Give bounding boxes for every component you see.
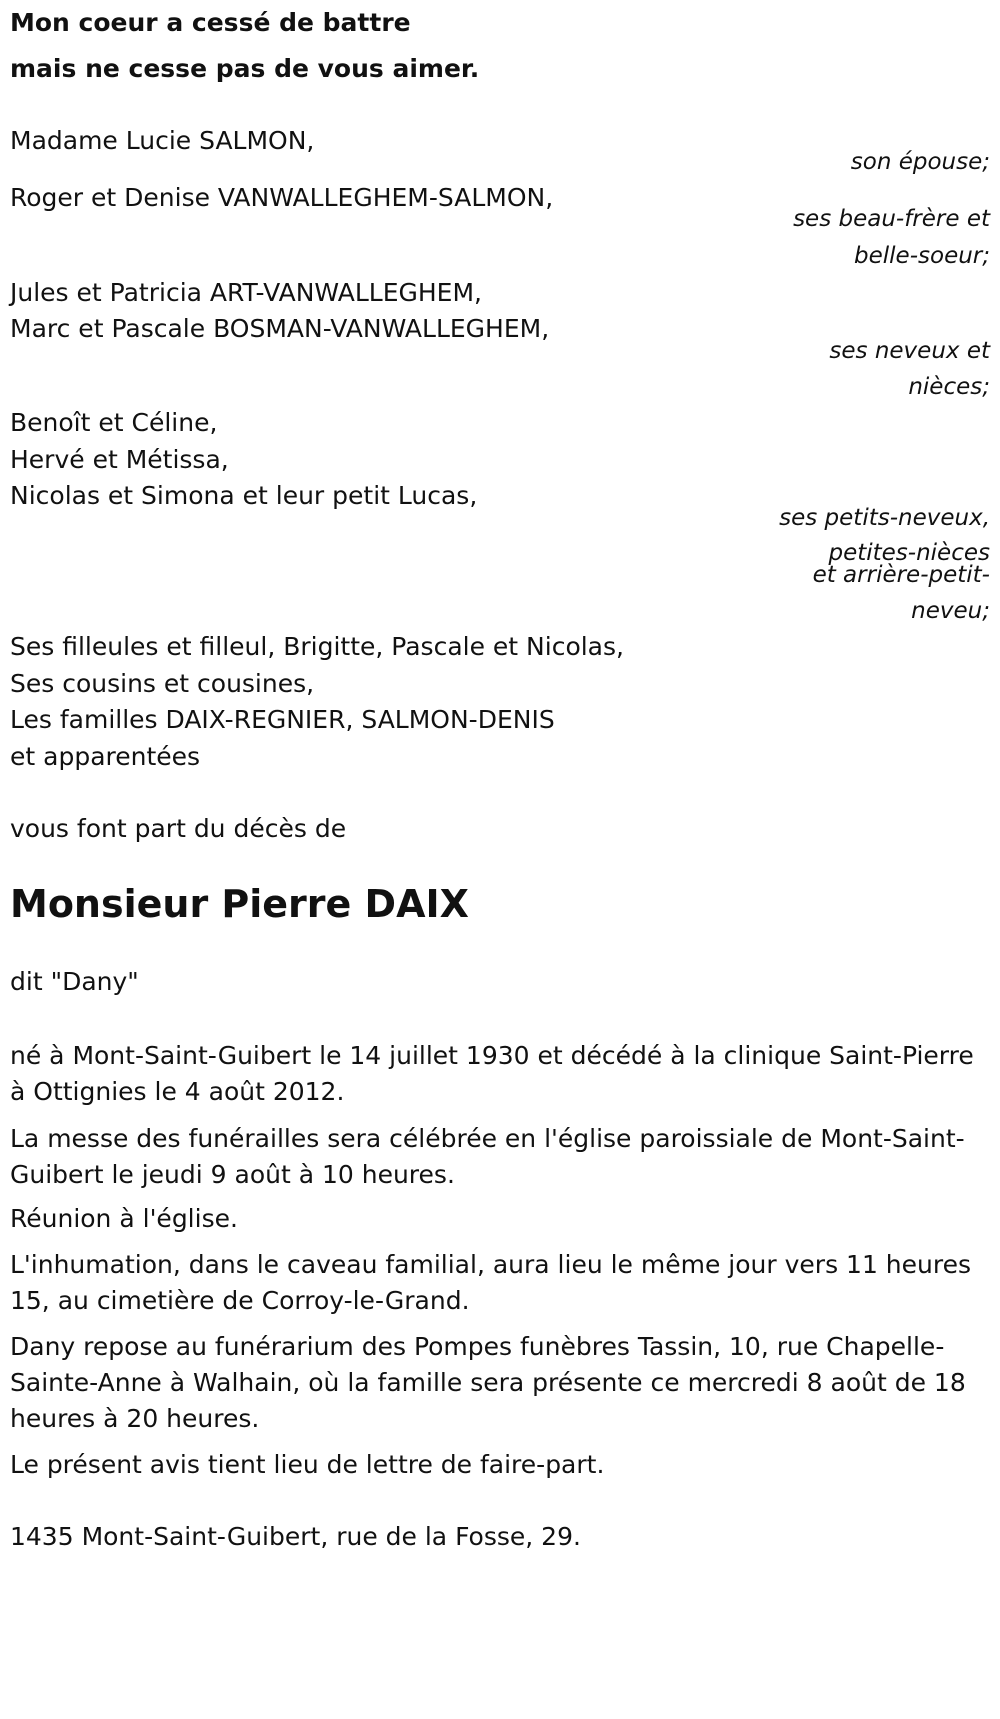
epigraph-line-1: Mon coeur a cessé de battre [10,8,411,37]
epigraph-line-2: mais ne cesse pas de vous aimer. [10,54,480,83]
family-grand-2: Hervé et Métissa, [10,445,229,474]
details-visitation: Dany repose au funérarium des Pompes funèbres Tassin, 10, rue Chapelle-Sainte-Anne à Walhain, où la famille sera présente ce mercredi 8 août de 18 heures à 20 heures. [10,1332,966,1433]
family-other-4: et apparentées [10,742,201,771]
details-notice: Le présent avis tient lieu de lettre de faire-part. [10,1450,605,1479]
details-birth-death: né à Mont-Saint-Guibert le 14 juillet 1930 et décédé à la clinique Saint-Pierre à Ottignies le 4 août 2012. [10,1041,974,1106]
deceased-name: Monsieur Pierre DAIX [10,882,469,926]
relation-grand-2: petites-nièces [828,540,990,566]
relation-nephews-1: ses neveux et [829,338,990,364]
details-meeting: Réunion à l'église. [10,1204,238,1233]
family-other-3: Les familles DAIX-REGNIER, SALMON-DENIS [10,705,555,734]
family-other-2: Ses cousins et cousines, [10,669,315,698]
relation-nephews-2: nièces; [908,374,990,400]
family-grand-3: Nicolas et Simona et leur petit Lucas, [10,481,478,510]
relation-spouse: son épouse; [850,149,990,175]
details-burial: L'inhumation, dans le caveau familial, aura lieu le même jour vers 11 heures 15, au cimetière de Corroy-le-Grand. [10,1250,971,1315]
family-grand-1: Benoît et Céline, [10,408,218,437]
relation-grand-3: et arrière-petit- [812,562,990,588]
address-line: 1435 Mont-Saint-Guibert, rue de la Fosse, 29. [10,1522,581,1551]
family-spouse: Madame Lucie SALMON, [10,126,315,155]
relation-grand-1: ses petits-neveux, [779,505,990,531]
deceased-nickname: dit "Dany" [10,967,139,996]
relation-grand-4: neveu; [911,598,990,624]
family-other-1: Ses filleules et filleul, Brigitte, Pascale et Nicolas, [10,632,624,661]
relation-in-laws-1: ses beau-frère et [793,206,990,232]
family-nephew-1: Jules et Patricia ART-VANWALLEGHEM, [10,278,482,307]
announcement-text: vous font part du décès de [10,814,347,843]
relation-in-laws-2: belle-soeur; [854,243,990,269]
family-nephew-2: Marc et Pascale BOSMAN-VANWALLEGHEM, [10,314,550,343]
details-mass: La messe des funérailles sera célébrée en l'église paroissiale de Mont-Saint-Guibert le jeudi 9 août à 10 heures. [10,1124,965,1189]
family-in-laws: Roger et Denise VANWALLEGHEM-SALMON, [10,183,554,212]
